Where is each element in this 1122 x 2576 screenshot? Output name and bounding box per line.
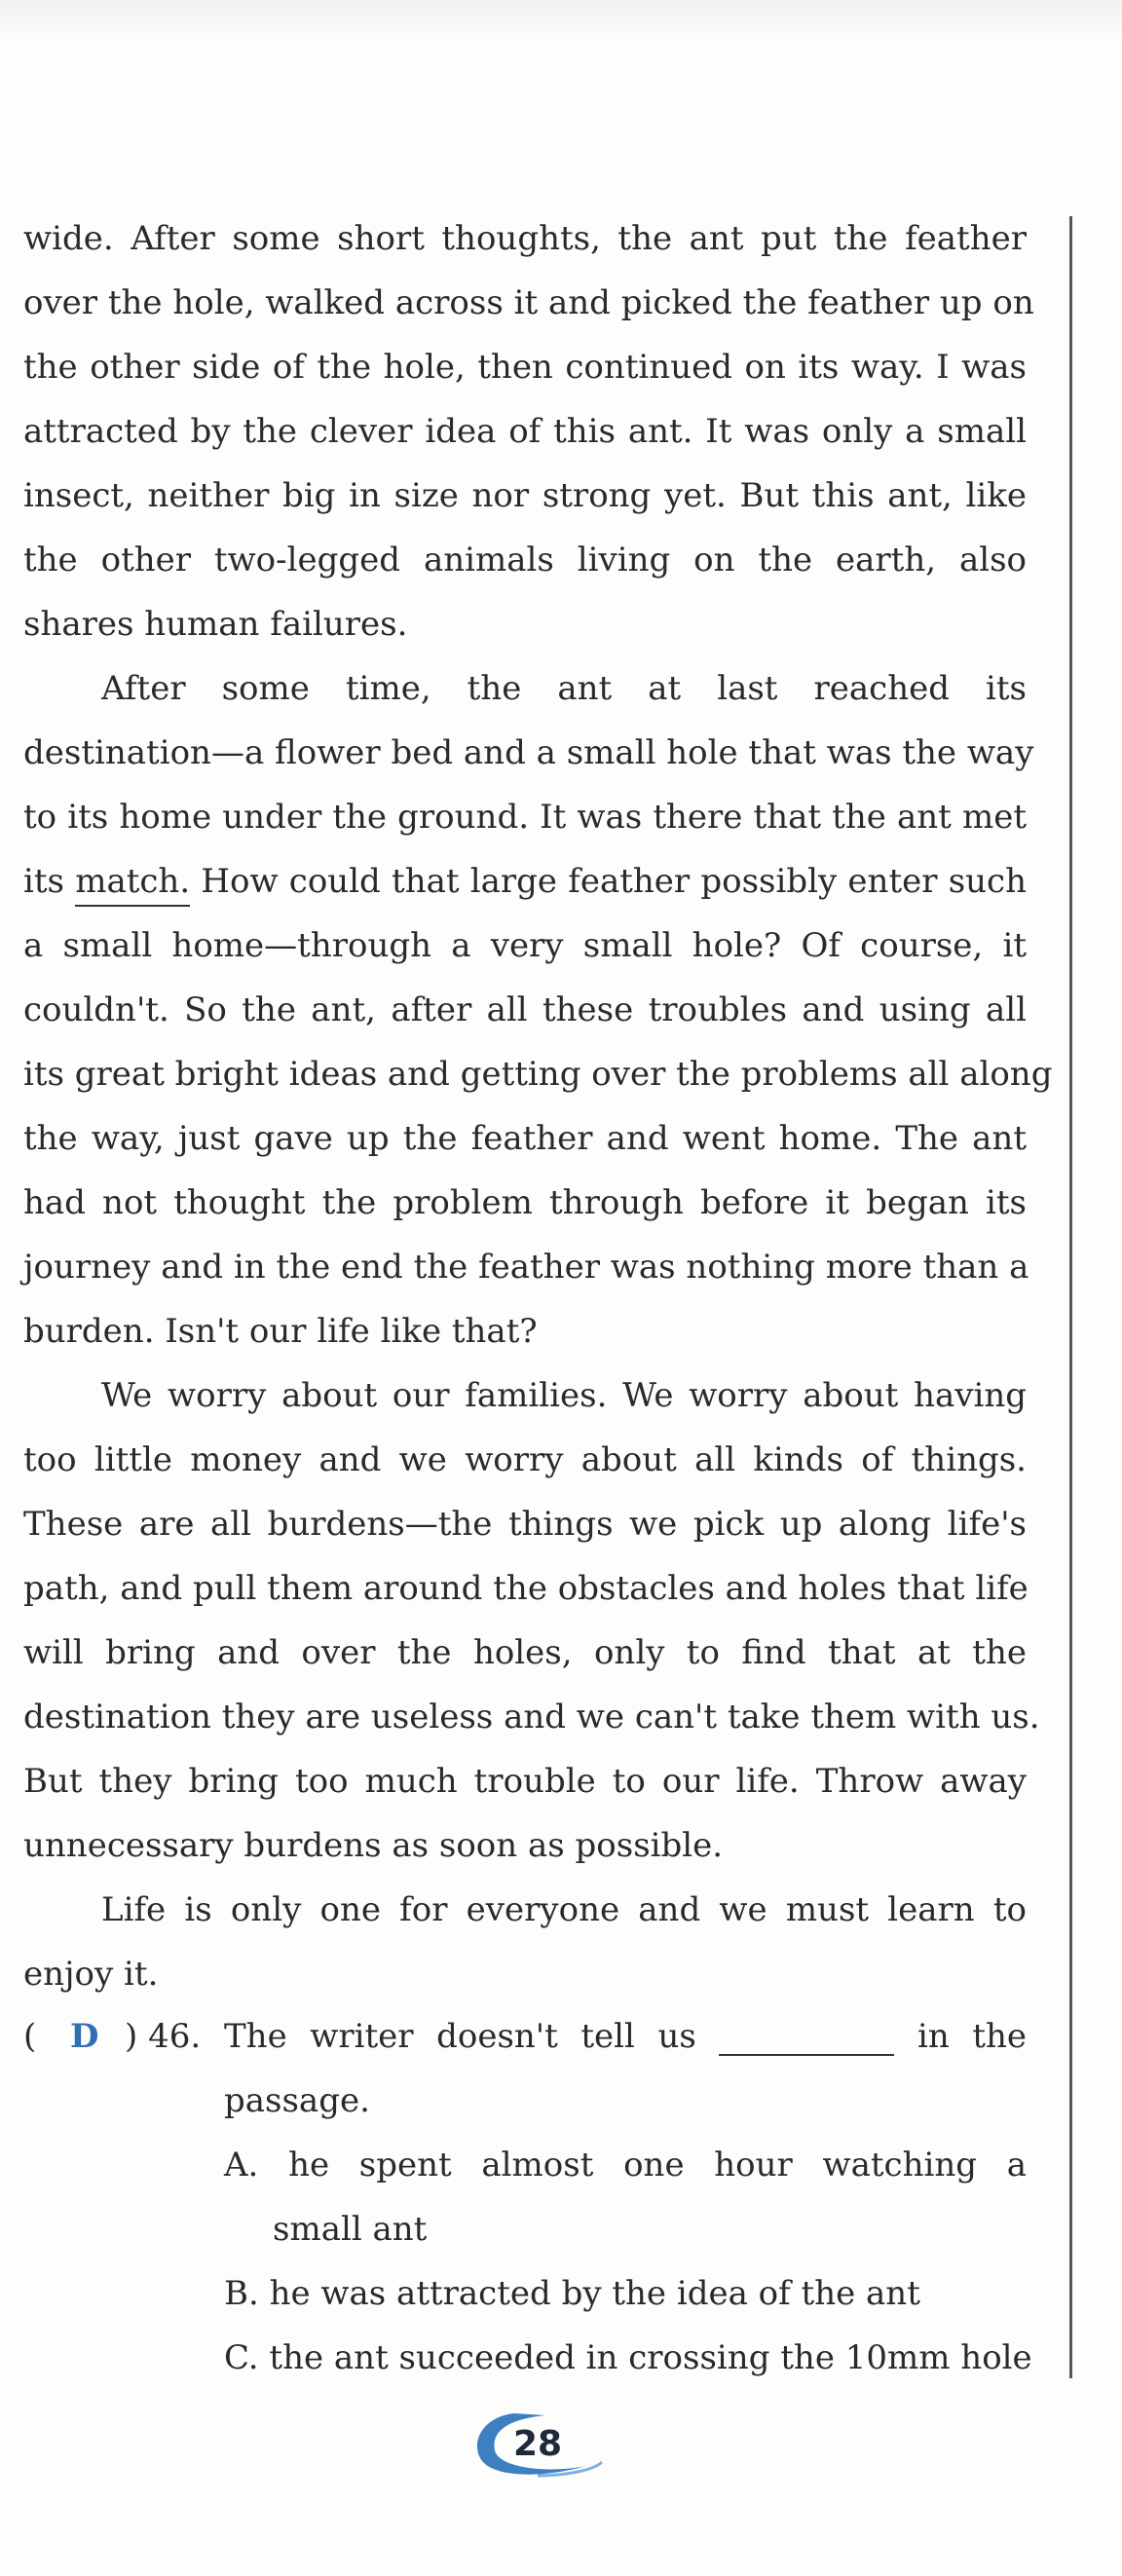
- stem-text: The writer doesn't tell us: [224, 2017, 696, 2056]
- text-line: a small home—through a very small hole? Of course, it: [23, 926, 1027, 965]
- text-line: to its home under the ground. It was there that the ant met: [23, 798, 1027, 837]
- text-line: shares human failures.: [23, 605, 408, 644]
- answer-paren-close: [125, 2004, 201, 2069]
- option-a-continued: small ant: [273, 2210, 428, 2249]
- option-b: B. he was attracted by the idea of the ant: [224, 2274, 920, 2313]
- text-line: [23, 849, 1027, 914]
- text-line: will bring and over the holes, only to find that at the: [23, 1633, 1027, 1672]
- text-line: path, and pull them around the obstacles and holes that life: [23, 1569, 1028, 1608]
- paragraph-3: [23, 1363, 1040, 1878]
- paragraph-2: [23, 656, 1053, 1363]
- text-line: destination—a flower bed and a small hole that was the way: [23, 733, 1034, 772]
- option-a-row: [23, 2133, 1027, 2197]
- answer-paren-open: (: [23, 2017, 37, 2056]
- text-fragment: its: [23, 862, 76, 901]
- question-number: 46.: [148, 2017, 202, 2056]
- paragraph-1: [23, 206, 1034, 656]
- paragraph-4: [23, 1878, 1027, 2006]
- text-line: unnecessary burdens as soon as possible.: [23, 1826, 724, 1865]
- text-line: too little money and we worry about all kinds of things.: [23, 1440, 1027, 1479]
- question-stem: [224, 2004, 1027, 2069]
- text-line: enjoy it.: [23, 1955, 159, 1994]
- text-line: the other two-legged animals living on the earth, also: [23, 541, 1027, 579]
- paren-close-text: ): [125, 2017, 138, 2056]
- text-line: wide. After some short thoughts, the ant put the feather: [23, 219, 1027, 258]
- text-line: These are all burdens—the things we pick up along life's: [23, 1505, 1027, 1544]
- option-b-row: [23, 2261, 1027, 2326]
- question-46: [23, 2004, 1032, 2390]
- page-number-badge: [469, 2408, 606, 2482]
- text-line: We worry about our families. We worry about having: [101, 1376, 1027, 1415]
- text-line: After some time, the ant at last reached its: [101, 669, 1027, 708]
- margin-rule: [1069, 216, 1072, 2378]
- text-line: destination they are useless and we can't take them with us.: [23, 1698, 1040, 1736]
- text-line: the other side of the hole, then continued on its way. I was: [23, 348, 1027, 387]
- stem-continued: passage.: [224, 2081, 370, 2120]
- text-line: its great bright ideas and getting over the problems all along: [23, 1055, 1053, 1094]
- text-line: Life is only one for everyone and we must learn to: [101, 1890, 1027, 1929]
- underlined-word-match: match.: [75, 862, 190, 907]
- text-line: burden. Isn't our life like that?: [23, 1312, 538, 1351]
- text-line: But they bring too much trouble to our life. Throw away: [23, 1762, 1027, 1801]
- top-shadow: [0, 0, 1122, 39]
- option-c: C. the ant succeeded in crossing the 10mm hole: [224, 2338, 1032, 2377]
- question-stem-continued: [23, 2069, 1027, 2133]
- option-a-continued-row: [23, 2197, 1027, 2261]
- text-line: had not thought the problem through before it began its: [23, 1183, 1027, 1222]
- answer-blank: [719, 2021, 894, 2056]
- text-line: journey and in the end the feather was nothing more than a: [23, 1248, 1029, 1287]
- option-a: A. he spent almost one hour watching a: [224, 2146, 1027, 2184]
- stem-text-end: in the: [916, 2017, 1028, 2056]
- question-stem-row: [23, 2004, 1027, 2069]
- reading-passage: [23, 206, 1053, 2006]
- option-c-row: [23, 2326, 1032, 2390]
- text-line: couldn't. So the ant, after all these troubles and using all: [23, 990, 1027, 1029]
- text-line: the way, just gave up the feather and went home. The ant: [23, 1119, 1027, 1158]
- text-fragment: How could that large feather possibly enter such: [190, 862, 1027, 901]
- text-line: insect, neither big in size nor strong yet. But this ant, like: [23, 476, 1027, 515]
- text-line: attracted by the clever idea of this ant. It was only a small: [23, 412, 1027, 451]
- text-line: over the hole, walked across it and picked the feather up on: [23, 283, 1034, 322]
- page-number: 28: [512, 2424, 563, 2464]
- answer-letter: D: [70, 2017, 99, 2056]
